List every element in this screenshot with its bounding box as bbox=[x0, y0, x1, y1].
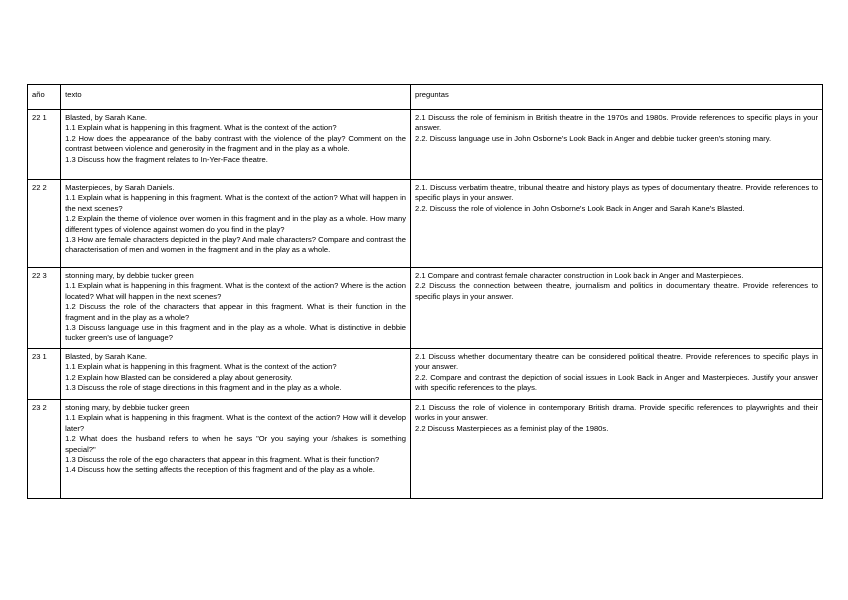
header-row bbox=[28, 85, 823, 110]
texto-cell bbox=[61, 349, 411, 400]
texto-line: 1.1 Explain what is happening in this fragment. What is the context of the action? bbox=[65, 362, 337, 372]
texto-cell bbox=[61, 110, 411, 180]
texto-line: 1.2 How does the appearance of the baby contrast with the violence of the play? Comment on the contrast between violence and generosity in the fragment and in the play as a whole. bbox=[65, 133, 406, 154]
texto-line: stonning mary, by debbie tucker green bbox=[65, 271, 194, 280]
pregunta-line: 2.1 Discuss the role of violence in contemporary British drama. Provide specific references to playwrights and their works in your answer. bbox=[415, 403, 818, 423]
texto-line: 1.3 How are female characters depicted in the play? And male characters? Compare and contrast the characterisation of men and women in the fragment and in the play as a whole. bbox=[65, 235, 406, 255]
preguntas-cell bbox=[411, 180, 823, 268]
texto-line: 1.2 Explain how Blasted can be considered a play about generosity. bbox=[65, 372, 293, 382]
pregunta-line: 2.1 Compare and contrast female character construction in Look back in Anger and Masterpieces. bbox=[415, 271, 744, 280]
texto-line: Blasted, by Sarah Kane. bbox=[65, 113, 148, 122]
preguntas-cell bbox=[411, 349, 823, 400]
header-preguntas: preguntas bbox=[411, 85, 823, 110]
table-row bbox=[28, 180, 823, 268]
texto-line: 1.2 Discuss the role of the characters that appear in this fragment. What is their function in the fragment and in the play as a whole? bbox=[65, 302, 406, 322]
texto-line: stoning mary, by debbie tucker green bbox=[65, 403, 190, 412]
table-row bbox=[28, 400, 823, 499]
table-row bbox=[28, 268, 823, 349]
year-cell: 22 2 bbox=[28, 180, 61, 268]
header-year: año bbox=[28, 85, 61, 110]
table-row bbox=[28, 110, 823, 180]
texto-line: 1.2 Explain the theme of violence over women in this fragment and in the play as a whole. How many different types of violence against women do you find in the play? bbox=[65, 214, 406, 234]
preguntas-cell bbox=[411, 110, 823, 180]
texto-line: Masterpieces, by Sarah Daniels. bbox=[65, 183, 175, 192]
texto-line: 1.3 Discuss the role of the ego characters that appear in this fragment. What is their function? bbox=[65, 455, 380, 465]
texto-line: 1.4 Discuss how the setting affects the reception of this fragment and of the play as a whole. bbox=[65, 465, 375, 475]
texto-line: 1.1 Explain what is happening in this fragment. What is the context of the action? bbox=[65, 123, 337, 133]
pregunta-line: 2.2 Discuss Masterpieces as a feminist play of the 1980s. bbox=[415, 423, 609, 433]
texto-line: 1.1 Explain what is happening in this fragment. What is the context of the action? Where is the action located? What will happen in the next scenes? bbox=[65, 281, 406, 301]
header-texto: texto bbox=[61, 85, 411, 110]
year-cell: 22 1 bbox=[28, 110, 61, 180]
texto-line: 1.2 What does the husband refers to when he says "Or you saying your /shakes is something special?" bbox=[65, 434, 406, 454]
pregunta-line: 2.1 Discuss the role of feminism in British theatre in the 1970s and 1980s. Provide references to specific plays in your answer. bbox=[415, 113, 818, 133]
year-cell: 23 2 bbox=[28, 400, 61, 499]
pregunta-line: 2.2. Discuss the role of violence in John Osborne's Look Back in Anger and Sarah Kane's Blasted. bbox=[415, 203, 745, 213]
preguntas-cell bbox=[411, 268, 823, 349]
texto-cell bbox=[61, 268, 411, 349]
texto-line: 1.3 Discuss language use in this fragment and in the play as a whole. What is distinctive in debbie tucker green's use of language? bbox=[65, 323, 406, 343]
preguntas-cell bbox=[411, 400, 823, 499]
texto-line: 1.1 Explain what is happening in this fragment. What is the context of the action? What will happen in the next scenes? bbox=[65, 193, 406, 213]
texto-line: Blasted, by Sarah Kane. bbox=[65, 352, 148, 361]
pregunta-line: 2.1 Discuss whether documentary theatre can be considered political theatre. Provide references to specific plays in your answer. bbox=[415, 352, 818, 372]
pregunta-line: 2.2. Discuss language use in John Osborne's Look Back in Anger and debbie tucker green's stoning mary. bbox=[415, 133, 772, 143]
year-cell: 23 1 bbox=[28, 349, 61, 400]
exam-table bbox=[27, 84, 823, 499]
pregunta-line: 2.2 Discuss the connection between theatre, journalism and politics in documentary theatre. Provide references to specific plays in your answer. bbox=[415, 281, 818, 301]
texto-line: 1.1 Explain what is happening in this fragment. What is the context of the action? How will it develop later? bbox=[65, 413, 406, 433]
year-cell: 22 3 bbox=[28, 268, 61, 349]
texto-cell bbox=[61, 400, 411, 499]
pregunta-line: 2.2. Compare and contrast the depiction of social issues in Look Back in Anger and Masterpieces. Justify your answer with specific references to the plays. bbox=[415, 372, 818, 393]
texto-cell bbox=[61, 180, 411, 268]
table-row bbox=[28, 349, 823, 400]
texto-line: 1.3 Discuss the role of stage directions in this fragment and in the play as a whole. bbox=[65, 383, 342, 393]
pregunta-line: 2.1. Discuss verbatim theatre, tribunal theatre and history plays as types of documentary theatre. Provide references to specific plays in your answer. bbox=[415, 183, 818, 203]
texto-line: 1.3 Discuss how the fragment relates to In-Yer-Face theatre. bbox=[65, 154, 268, 164]
